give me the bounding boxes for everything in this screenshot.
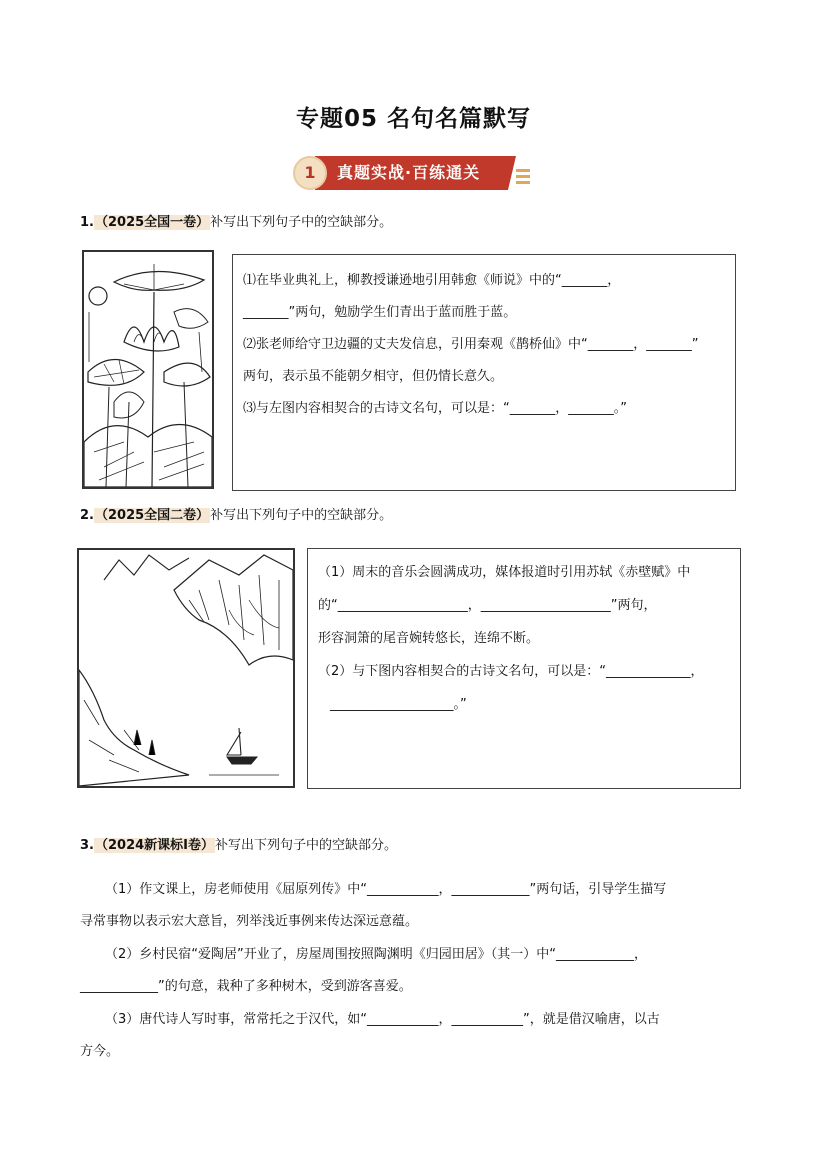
question-3-line: ____________”的句意，栽种了多种树木，受到游客喜爱。 [80,979,412,994]
question-source-tag: （2025全国二卷） [94,508,210,523]
banner-text: 真题实战·百练通关 [337,163,481,182]
page-title: 专题05 名句名篇默写 [295,106,531,132]
question-number: 2. [80,508,94,523]
section-banner [293,153,538,193]
question-2-line: （1）周末的音乐会圆满成功，媒体报道时引用苏轼《赤壁赋》中 [318,565,691,580]
banner-stripe-icon [516,181,530,184]
question-3-line: 方今。 [80,1044,120,1059]
question-2-heading [80,507,392,525]
question-3-line: （3）唐代诗人写时事，常常托之于汉代，如“___________，___________”，就是借汉喻唐，以古 [105,1012,660,1027]
question-3-line: （2）乡村民宿“爱陶居”开业了，房屋周围按照陶渊明《归园田居》（其一）中“____________， [105,947,647,962]
question-1-heading [80,214,392,232]
question-1-line: 两句，表示虽不能朝夕相守，但仍情长意久。 [243,369,504,384]
question-instruction: 补写出下列句子中的空缺部分。 [210,215,393,230]
question-instruction: 补写出下列句子中的空缺部分。 [215,838,398,853]
question-3-heading [80,837,397,855]
banner-number: 1 [293,156,327,190]
question-instruction: 补写出下列句子中的空缺部分。 [210,508,393,523]
question-1-line: ⑵张老师给守卫边疆的丈夫发信息，引用秦观《鹊桥仙》中“_______，_______” [243,337,699,352]
banner-stripe-icon [516,175,530,178]
question-2-line: 的“____________________，____________________”两句， [318,598,657,613]
question-3-line: （1）作文课上，房老师使用《屈原列传》中“___________，____________”两句话，引导学生描写 [105,882,667,897]
question-2-line: （2）与下图内容相契合的古诗文名句，可以是：“_____________， [318,664,704,679]
lotus-pond-illustration [82,250,214,489]
question-1-line: ⑴在毕业典礼上，柳教授谦逊地引用韩愈《师说》中的“_______， [243,273,621,288]
question-2-line: 形容洞箫的尾音婉转悠长，连绵不断。 [318,631,540,646]
question-1-line: ⑶与左图内容相契合的古诗文名句，可以是：“_______，_______。” [243,401,627,416]
question-2-line: ___________________。” [330,697,467,712]
banner-stripe-icon [516,169,530,172]
mountain-river-illustration [77,548,295,788]
question-2-textbox [307,548,741,789]
question-3-line: 寻常事物以表示宏大意旨，列举浅近事例来传达深远意蕴。 [80,914,419,929]
mountain-boat-drawing-icon [79,550,293,786]
question-number: 1. [80,215,94,230]
lotus-drawing-icon [84,252,212,487]
question-source-tag: （2024新课标Ⅰ卷） [94,838,215,853]
question-source-tag: （2025全国一卷） [94,215,210,230]
question-number: 3. [80,838,94,853]
question-1-textbox [232,254,736,491]
question-1-line: _______”两句，勉励学生们青出于蓝而胜于蓝。 [243,305,517,320]
